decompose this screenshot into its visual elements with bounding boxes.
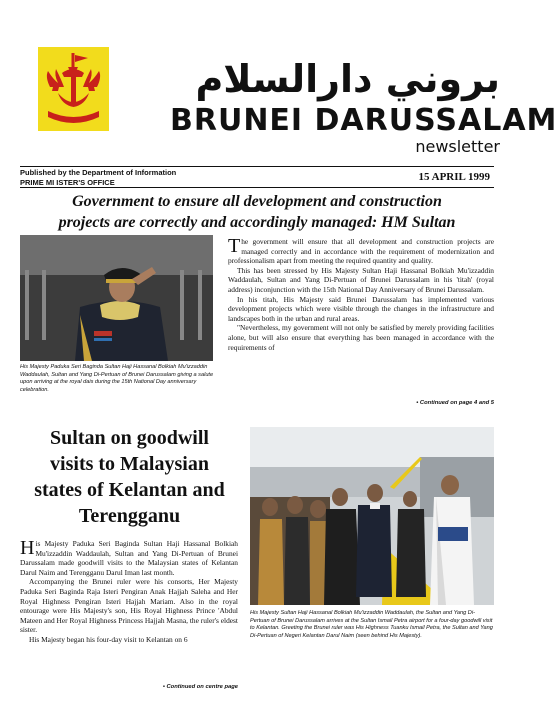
publisher-office: PRIME MI ISTER'S OFFICE	[20, 178, 115, 187]
second-paragraph-1: His Majesty Paduka Seri Baginda Sultan Haji Hassanal Bolkiah Mu'izzaddin Waddaulah, Sultan and Yang Di-Pertuan of Brunei Darussalam made goodwill visits to the Malaysian states of Kelantan Darul Naim and Terengganu Darul Iman last month.	[20, 537, 238, 577]
lead-continued-note: • Continued on page 4 and 5	[416, 400, 494, 406]
header-rule-top	[20, 166, 494, 167]
national-crest	[38, 47, 109, 131]
second-headline-line1: Sultan on goodwill	[50, 427, 209, 449]
newsletter-subtitle: newsletter	[415, 137, 500, 156]
lead-paragraph-2: This has been stressed by His Majesty Sultan Haji Hassanal Bolkiah Mu'izzaddin Waddaulah, Sultan and Yang Di-Pertuan of Brunei Darussalam in his 'titah' (royal address) inconjunction with the 15th National Day Anniversary of Brunei Darussalam.	[228, 265, 494, 294]
lead-photo-caption: His Majesty Paduka Seri Baginda Sultan Haji Hassanal Bolkiah Mu'izzaddin Waddaulah, Sultan and Yang Di-Pertuan of Brunei Darussalam giving a salute upon arriving at the royal dais during the 15th National Day anniversary celebration.	[20, 364, 214, 393]
second-dropcap: H	[20, 537, 35, 559]
brunei-crest-icon	[38, 47, 109, 131]
second-paragraph-2: Accompanying the Brunei ruler were his consorts, Her Majesty Paduka Seri Baginda Raja Isteri Pengiran Anak Hajjah Saleha and Her Royal Highness Pengiran Isteri Hajjah Mariam. Also in the royal entourage were His Majesty's son, His Royal Highness Prince 'Abdul Mateen and Her Royal Highness Princess Hajjah Masna, the ruler's eldest sister.	[20, 577, 238, 635]
arabic-title: بروني دارالسلام	[195, 57, 500, 101]
second-headline-line4: Terengganu	[78, 505, 181, 527]
lead-headline-line1: Government to ensure all development and construction	[72, 193, 442, 210]
lead-paragraph-4: "Nevertheless, my government will not only be satisfied by merely providing facilities alone, but will also ensure that everything has been managed in accordance with the requirements of	[228, 323, 494, 352]
newsletter-title: BRUNEI DARUSSALAM	[170, 103, 557, 138]
airport-arrival-photo	[250, 427, 494, 605]
lead-paragraph-1: The government will ensure that all development and construction projects are managed correctly and in accordance with the requirement of modernization and professionalism apart from meeting the required quantity and quality.	[228, 235, 494, 266]
second-paragraph-3: His Majesty began his four-day visit to Kelantan on 6	[29, 634, 188, 644]
publisher-line: Published by the Department of Information	[20, 168, 177, 177]
lead-body	[228, 237, 494, 352]
airport-photo-caption: His Majesty Sultan Haji Hassanal Bolkiah Mu'izzaddin Waddaulah, the Sultan and Yang Di-Pertuan of Brunei Darussalam arrives at the Sultan Ismail Petra airport for a four-day goodwill visit to Kelantan. Greeting the Brunei ruler was His Highness Tuanku Ismail Petra, the Sultan and Yang Di-Pertuan of Negeri Kelantan Darul Naim (seen behind His Majesty).	[250, 610, 493, 639]
second-body	[20, 539, 238, 645]
lead-dropcap: T	[228, 235, 241, 257]
issue-date: 15 APRIL 1999	[418, 171, 490, 183]
lead-headline	[20, 191, 494, 233]
second-continued-note: • Continued on centre page	[162, 684, 238, 690]
lead-headline-line2: projects are correctly and accordingly managed: HM Sultan	[58, 214, 456, 231]
second-headline-line3: states of Kelantan and	[34, 479, 225, 501]
second-headline-line2: visits to Malaysian	[50, 453, 209, 475]
sultan-salute-photo	[20, 235, 213, 361]
header-rule-bottom	[20, 187, 494, 188]
second-headline	[22, 425, 237, 529]
lead-paragraph-3: In his titah, His Majesty said Brunei Darussalam has implemented various development projects which were visible through the changes in the infrastructure and landscapes both in the urban and rural areas.	[228, 294, 494, 323]
